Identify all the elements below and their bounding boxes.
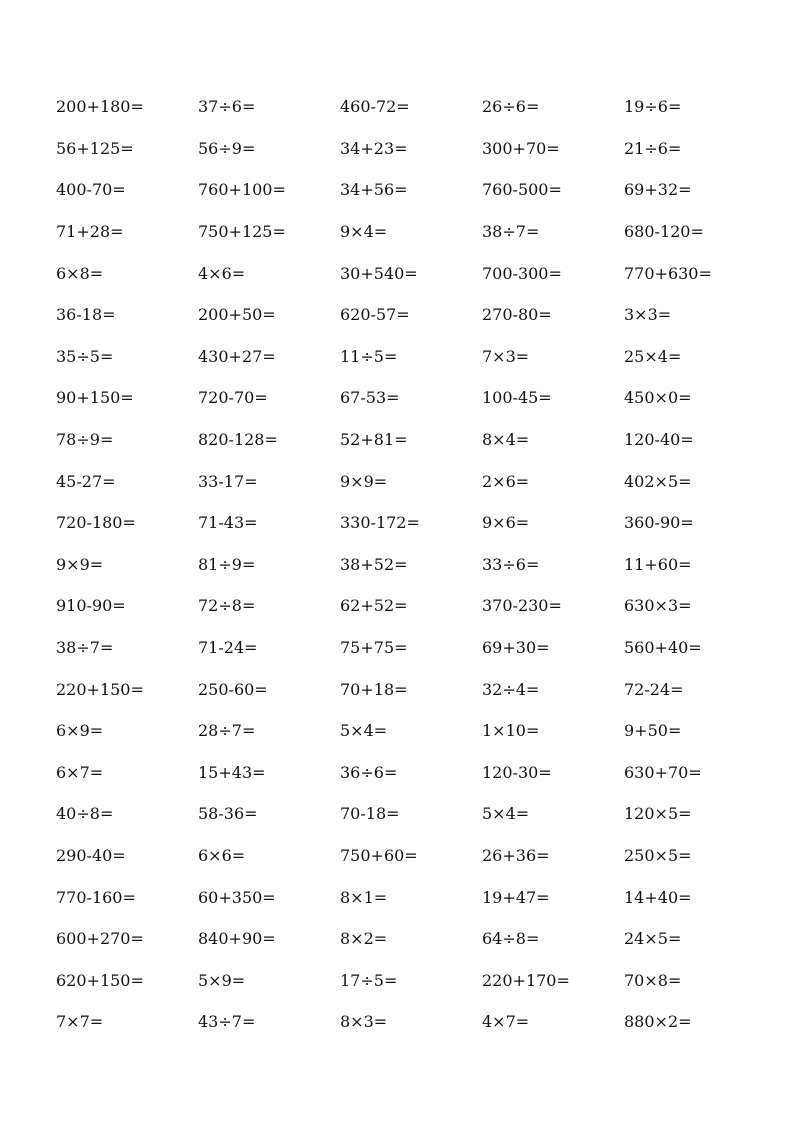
math-problem: 26÷6=: [482, 97, 540, 117]
math-problem: 700-300=: [482, 263, 562, 283]
math-problem: 52+81=: [340, 430, 408, 450]
math-problem: 6×9=: [56, 721, 104, 741]
math-problem: 6×6=: [198, 845, 246, 865]
math-problem: 220+150=: [56, 679, 144, 699]
math-problem: 8×2=: [340, 929, 388, 949]
math-problem: 100-45=: [482, 388, 552, 408]
problem-row: [56, 252, 766, 294]
math-problem: 760+100=: [198, 180, 286, 200]
math-problem: 69+30=: [482, 638, 550, 658]
math-problem: 78÷9=: [56, 430, 114, 450]
math-problem: 19+47=: [482, 887, 550, 907]
math-problem: 7×7=: [56, 1012, 104, 1032]
problem-row: [56, 419, 766, 461]
math-problem: 6×7=: [56, 762, 104, 782]
math-problem: 75+75=: [340, 638, 408, 658]
math-problem: 450×0=: [624, 388, 692, 408]
math-problem: 38÷7=: [56, 638, 114, 658]
math-problem: 330-172=: [340, 513, 420, 533]
math-problem: 30+540=: [340, 263, 418, 283]
math-problem: 840+90=: [198, 929, 276, 949]
math-problem: 70+18=: [340, 679, 408, 699]
arithmetic-worksheet: [56, 86, 766, 1043]
math-problem: 750+125=: [198, 222, 286, 242]
math-problem: 28÷7=: [198, 721, 256, 741]
problem-row: [56, 169, 766, 211]
math-problem: 430+27=: [198, 346, 276, 366]
problem-row: [56, 211, 766, 253]
math-problem: 38+52=: [340, 554, 408, 574]
math-problem: 64÷8=: [482, 929, 540, 949]
math-problem: 14+40=: [624, 887, 692, 907]
math-problem: 200+180=: [56, 97, 144, 117]
math-problem: 11+60=: [624, 554, 692, 574]
math-problem: 250×5=: [624, 845, 692, 865]
math-problem: 630+70=: [624, 762, 702, 782]
problem-row: [56, 959, 766, 1001]
math-problem: 62+52=: [340, 596, 408, 616]
math-problem: 760-500=: [482, 180, 562, 200]
math-problem: 600+270=: [56, 929, 144, 949]
math-problem: 71-24=: [198, 638, 258, 658]
math-problem: 26+36=: [482, 845, 550, 865]
math-problem: 250-60=: [198, 679, 268, 699]
math-problem: 24×5=: [624, 929, 682, 949]
math-problem: 1×10=: [482, 721, 540, 741]
math-problem: 8×4=: [482, 430, 530, 450]
math-problem: 400-70=: [56, 180, 126, 200]
problem-row: [56, 377, 766, 419]
math-problem: 8×1=: [340, 887, 388, 907]
math-problem: 15+43=: [198, 762, 266, 782]
math-problem: 4×7=: [482, 1012, 530, 1032]
math-problem: 33÷6=: [482, 554, 540, 574]
math-problem: 71-43=: [198, 513, 258, 533]
math-problem: 7×3=: [482, 346, 530, 366]
math-problem: 71+28=: [56, 222, 124, 242]
math-problem: 4×6=: [198, 263, 246, 283]
math-problem: 45-27=: [56, 471, 116, 491]
problem-row: [56, 336, 766, 378]
problem-row: [56, 918, 766, 960]
math-problem: 120×5=: [624, 804, 692, 824]
math-problem: 40÷8=: [56, 804, 114, 824]
problem-row: [56, 86, 766, 128]
math-problem: 60+350=: [198, 887, 276, 907]
math-problem: 69+32=: [624, 180, 692, 200]
math-problem: 35÷5=: [56, 346, 114, 366]
math-problem: 81÷9=: [198, 554, 256, 574]
math-problem: 620+150=: [56, 970, 144, 990]
math-problem: 36÷6=: [340, 762, 398, 782]
math-problem: 70×8=: [624, 970, 682, 990]
math-problem: 56÷9=: [198, 138, 256, 158]
math-problem: 5×9=: [198, 970, 246, 990]
math-problem: 300+70=: [482, 138, 560, 158]
math-problem: 9×9=: [56, 554, 104, 574]
problem-row: [56, 793, 766, 835]
math-problem: 34+56=: [340, 180, 408, 200]
problem-row: [56, 544, 766, 586]
problem-row: [56, 128, 766, 170]
problem-row: [56, 668, 766, 710]
math-problem: 770-160=: [56, 887, 136, 907]
math-problem: 720-70=: [198, 388, 268, 408]
problem-row: [56, 835, 766, 877]
math-problem: 21÷6=: [624, 138, 682, 158]
math-problem: 72÷8=: [198, 596, 256, 616]
math-problem: 36-18=: [56, 305, 116, 325]
problem-row: [56, 752, 766, 794]
math-problem: 9+50=: [624, 721, 682, 741]
problem-row: [56, 627, 766, 669]
math-problem: 560+40=: [624, 638, 702, 658]
math-problem: 34+23=: [340, 138, 408, 158]
math-problem: 8×3=: [340, 1012, 388, 1032]
math-problem: 200+50=: [198, 305, 276, 325]
math-problem: 770+630=: [624, 263, 712, 283]
math-problem: 9×6=: [482, 513, 530, 533]
math-problem: 9×9=: [340, 471, 388, 491]
math-problem: 67-53=: [340, 388, 400, 408]
math-problem: 370-230=: [482, 596, 562, 616]
math-problem: 3×3=: [624, 305, 672, 325]
math-problem: 630×3=: [624, 596, 692, 616]
math-problem: 43÷7=: [198, 1012, 256, 1032]
math-problem: 25×4=: [624, 346, 682, 366]
math-problem: 360-90=: [624, 513, 694, 533]
math-problem: 120-40=: [624, 430, 694, 450]
math-problem: 880×2=: [624, 1012, 692, 1032]
problem-row: [56, 502, 766, 544]
math-problem: 220+170=: [482, 970, 570, 990]
problem-row: [56, 710, 766, 752]
math-problem: 38÷7=: [482, 222, 540, 242]
math-problem: 910-90=: [56, 596, 126, 616]
math-problem: 56+125=: [56, 138, 134, 158]
math-problem: 32÷4=: [482, 679, 540, 699]
math-problem: 58-36=: [198, 804, 258, 824]
math-problem: 460-72=: [340, 97, 410, 117]
math-problem: 680-120=: [624, 222, 704, 242]
math-problem: 270-80=: [482, 305, 552, 325]
problem-row: [56, 294, 766, 336]
math-problem: 6×8=: [56, 263, 104, 283]
math-problem: 2×6=: [482, 471, 530, 491]
math-problem: 19÷6=: [624, 97, 682, 117]
problem-row: [56, 585, 766, 627]
math-problem: 720-180=: [56, 513, 136, 533]
math-problem: 33-17=: [198, 471, 258, 491]
problem-row: [56, 876, 766, 918]
math-problem: 90+150=: [56, 388, 134, 408]
math-problem: 820-128=: [198, 430, 278, 450]
math-problem: 402×5=: [624, 471, 692, 491]
math-problem: 120-30=: [482, 762, 552, 782]
math-problem: 70-18=: [340, 804, 400, 824]
math-problem: 750+60=: [340, 845, 418, 865]
math-problem: 5×4=: [340, 721, 388, 741]
math-problem: 72-24=: [624, 679, 684, 699]
math-problem: 9×4=: [340, 222, 388, 242]
math-problem: 37÷6=: [198, 97, 256, 117]
problem-row: [56, 460, 766, 502]
math-problem: 17÷5=: [340, 970, 398, 990]
math-problem: 290-40=: [56, 845, 126, 865]
math-problem: 5×4=: [482, 804, 530, 824]
math-problem: 11÷5=: [340, 346, 398, 366]
problem-row: [56, 1001, 766, 1043]
math-problem: 620-57=: [340, 305, 410, 325]
